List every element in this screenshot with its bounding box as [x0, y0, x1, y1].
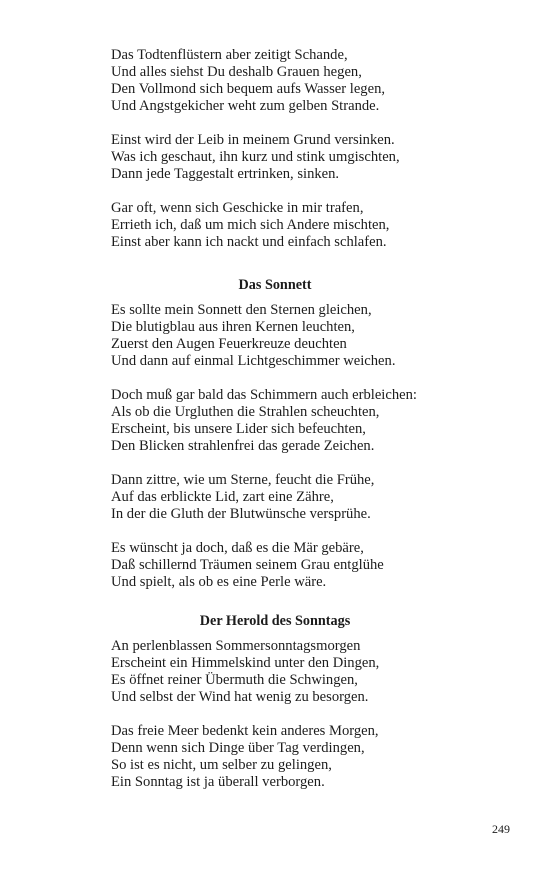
- verse-line: Es sollte mein Sonnett den Sternen gleichen,: [111, 302, 372, 318]
- stanza: [111, 472, 511, 523]
- verse-line: Ein Sonntag ist ja überall verborgen.: [111, 774, 325, 790]
- stanza: [111, 132, 511, 183]
- verse-line: Und dann auf einmal Lichtgeschimmer weichen.: [111, 353, 396, 369]
- stanza: [111, 302, 511, 370]
- verse-line: Einst wird der Leib in meinem Grund versinken.: [111, 132, 395, 148]
- verse-line: Errieth ich, daß um mich sich Andere mischten,: [111, 217, 390, 233]
- page-number: 249: [492, 822, 510, 836]
- poem-title: Das Sonnett: [238, 277, 312, 293]
- stanza: [111, 200, 511, 251]
- stanza: [111, 638, 511, 706]
- verse-line: An perlenblassen Sommersonntagsmorgen: [111, 638, 361, 654]
- verse-line: In der die Gluth der Blutwünsche versprühe.: [111, 506, 371, 522]
- verse-line: Erscheint ein Himmelskind unter den Dingen,: [111, 655, 380, 671]
- verse-line: Es öffnet reiner Übermuth die Schwingen,: [111, 672, 358, 688]
- verse-line: Dann zittre, wie um Sterne, feucht die Frühe,: [111, 472, 375, 488]
- stanza: [111, 47, 511, 115]
- stanza: [111, 723, 511, 791]
- stanza: [111, 387, 511, 455]
- verse-line: Die blutigblau aus ihren Kernen leuchten,: [111, 319, 355, 335]
- poem-3: [111, 638, 511, 791]
- verse-line: Und Angstgekicher weht zum gelben Strande.: [111, 98, 380, 114]
- verse-line: Das Todtenflüstern aber zeitigt Schande,: [111, 47, 348, 63]
- verse-line: Zuerst den Augen Feuerkreuze deuchten: [111, 336, 347, 352]
- verse-line: Erscheint, bis unsere Lider sich befeuchten,: [111, 421, 366, 437]
- poem-title: Der Herold des Sonntags: [199, 613, 351, 629]
- verse-line: Auf das erblickte Lid, zart eine Zähre,: [111, 489, 334, 505]
- poem-2: [111, 302, 511, 591]
- verse-line: Als ob die Urgluthen die Strahlen scheuchten,: [111, 404, 380, 420]
- verse-line: Das freie Meer bedenkt kein anderes Morgen,: [111, 723, 379, 739]
- poem-1-continuation: [111, 47, 511, 251]
- verse-line: Daß schillernd Träumen seinem Grau entglühe: [111, 557, 384, 573]
- verse-line: Und spielt, als ob es eine Perle wäre.: [111, 574, 327, 590]
- verse-line: Was ich geschaut, ihn kurz und stink umgischten,: [111, 149, 400, 165]
- verse-line: Und alles siehst Du deshalb Grauen hegen,: [111, 64, 362, 80]
- verse-line: Gar oft, wenn sich Geschicke in mir trafen,: [111, 200, 364, 216]
- verse-line: Den Vollmond sich bequem aufs Wasser legen,: [111, 81, 386, 97]
- stanza: [111, 540, 511, 591]
- verse-line: Dann jede Taggestalt ertrinken, sinken.: [111, 166, 340, 182]
- verse-line: So ist es nicht, um selber zu gelingen,: [111, 757, 332, 773]
- verse-line: Einst aber kann ich nackt und einfach schlafen.: [111, 234, 387, 250]
- verse-line: Den Blicken strahlenfrei das gerade Zeichen.: [111, 438, 375, 454]
- verse-line: Es wünscht ja doch, daß es die Mär gebäre,: [111, 540, 364, 556]
- verse-line: Denn wenn sich Dinge über Tag verdingen,: [111, 740, 365, 756]
- verse-line: Und selbst der Wind hat wenig zu besorgen.: [111, 689, 369, 705]
- verse-line: Doch muß gar bald das Schimmern auch erbleichen:: [111, 387, 417, 403]
